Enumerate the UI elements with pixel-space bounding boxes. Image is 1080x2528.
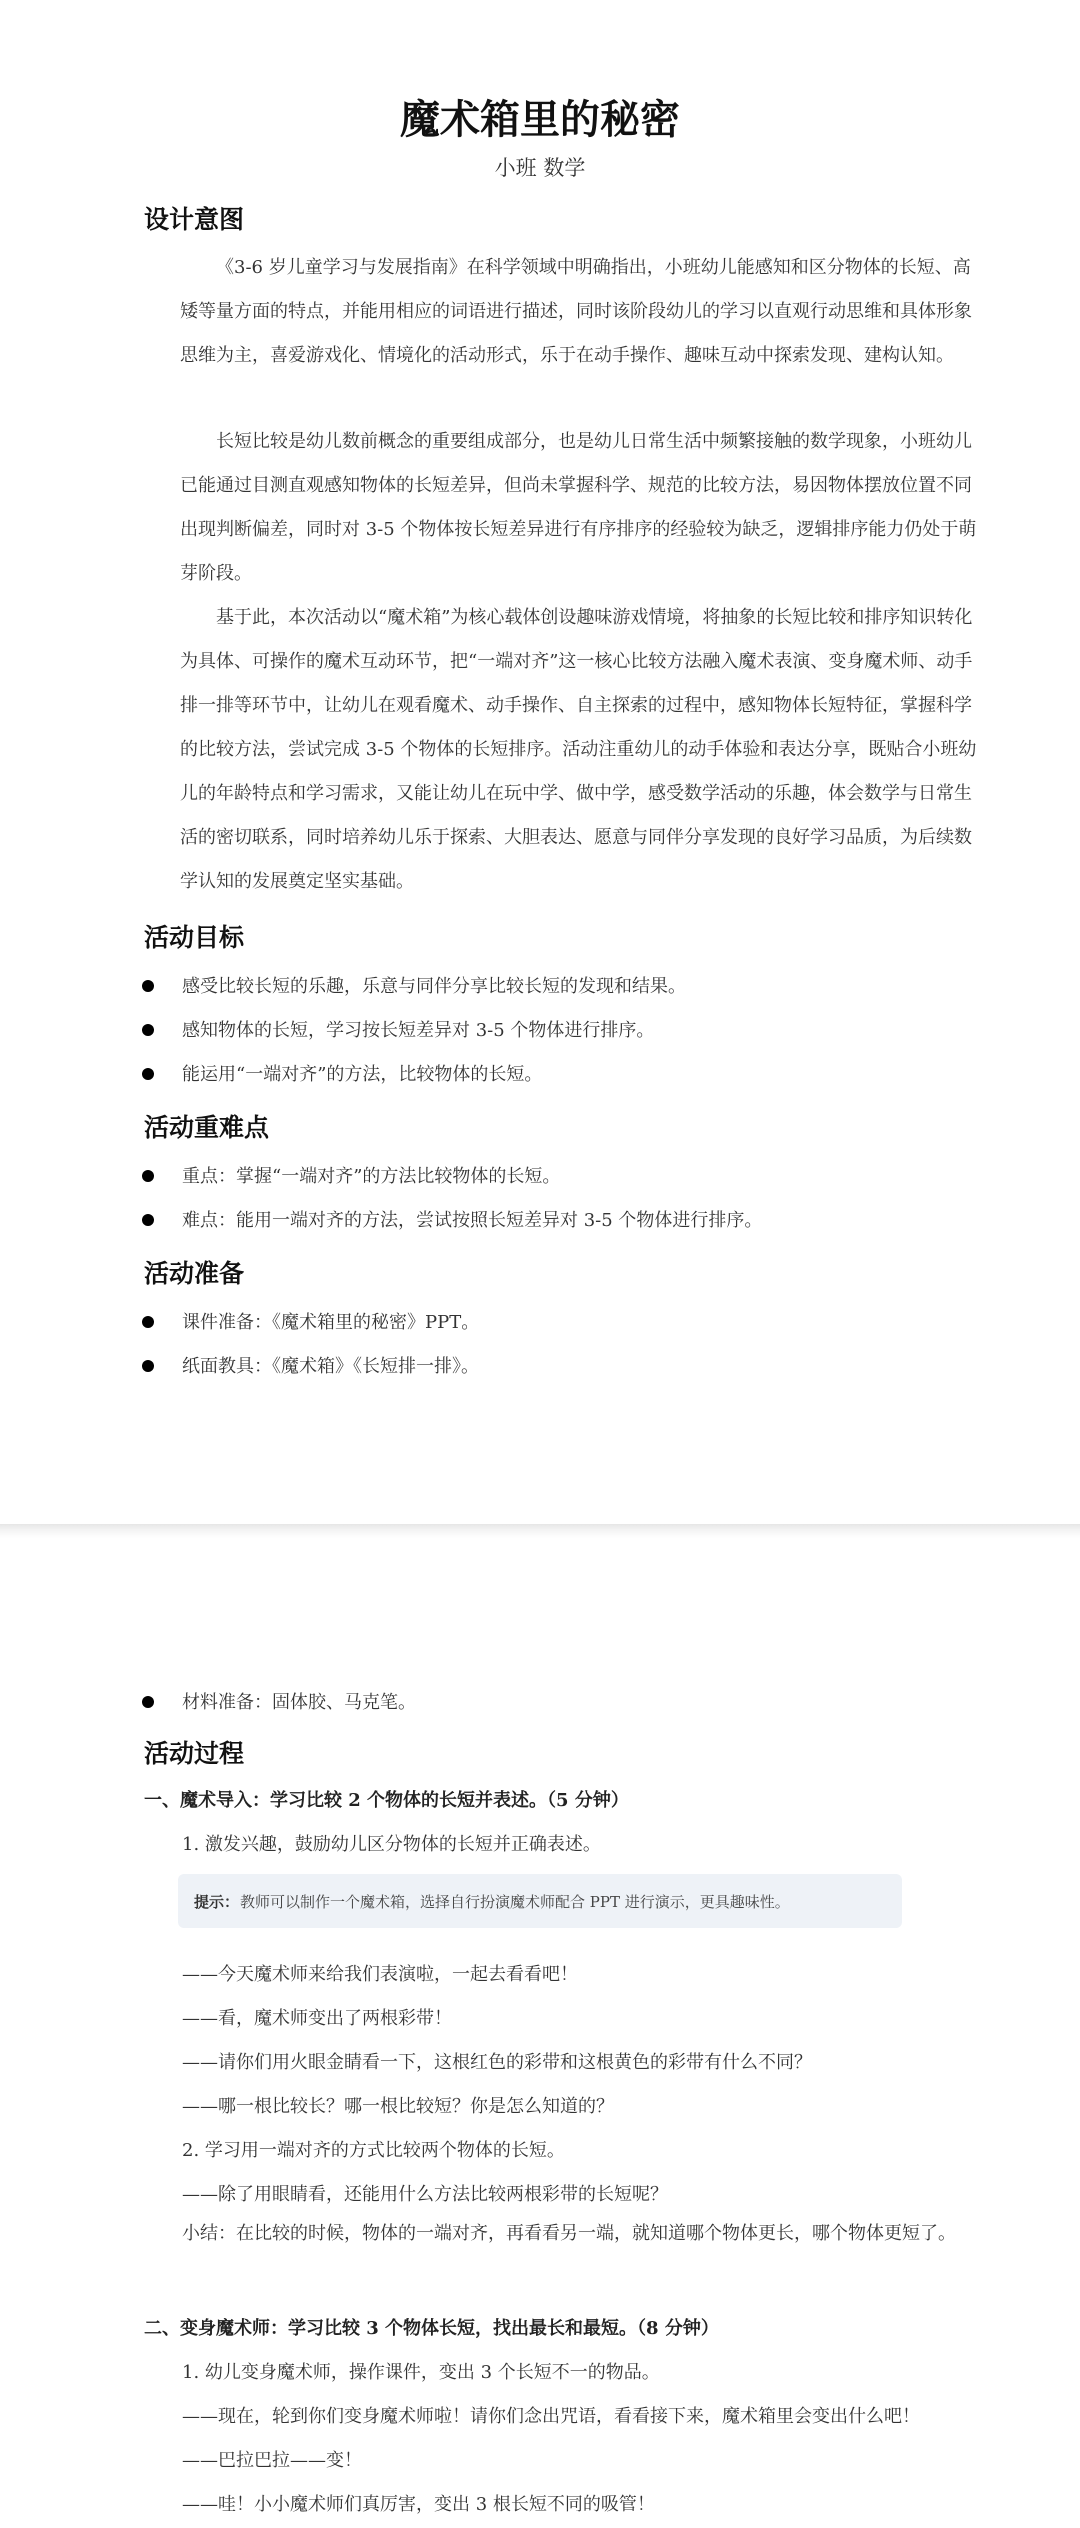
bullet-icon bbox=[142, 1316, 154, 1328]
page-separator bbox=[0, 1524, 1080, 1538]
section-1-step-2: 2. 学习用一端对齐的方式比较两个物体的长短。 bbox=[182, 2140, 565, 2161]
bullet-icon bbox=[142, 1170, 154, 1182]
section-1-summary: 小结：在比较的时候，物体的一端对齐，再看看另一端，就知道哪个物体更长，哪个物体更短了。 bbox=[182, 2223, 956, 2244]
dialogue-line: ——哇！小小魔术师们真厉害，变出 3 根长短不同的吸管！ bbox=[182, 2494, 655, 2515]
dialogue-line: ——请你们用火眼金睛看一下，这根红色的彩带和这根黄色的彩带有什么不同？ bbox=[182, 2052, 812, 2073]
page-subtitle: 小班 数学 bbox=[494, 156, 586, 180]
dialogue-line: ——看，魔术师变出了两根彩带！ bbox=[182, 2008, 452, 2029]
process-heading: 活动过程 bbox=[144, 1739, 245, 1768]
document-page-2: 材料准备：固体胶、马克笔。 活动过程 一、魔术导入：学习比较 2 个物体的长短并表述。（5 分钟） 1. 激发兴趣，鼓励幼儿区分物体的长短并正确表述。 提示： 教师可以制作一个魔术箱，选择自行扮演魔术师配合 PPT 进行演示，更具趣味性。 ——今天魔术师来给我们表演啦，一起去看看吧！ ——看，魔术师变出了两根彩带！ ——请你们用火眼金睛看一下，这根红色的彩带和这根黄色的彩带有什么不同？ ——哪一根比较长？哪一根比较短？你是怎么知道的？ 2. 学习用一端对齐的方式比较两个物体的长短。 ——除了用眼睛看，还能用什么方法比较两根彩带的长短呢？ 小结：在比较的时候，物体的一端对齐，再看看另一端，就知道哪个物体更长，哪个物体更短了。 二、变身魔术师：学习比较 3 个物体长短，找出最长和最短。（8 分钟） 1. 幼儿变身魔术师，操作课件，变出 3 个长短不一的物品。 ——现在，轮到你们变身魔术师啦！请你们念出咒语，看看接下来，魔术箱里会变出什么吧！ ——巴拉巴拉——变！ ——哇！小小魔术师们真厉害，变出 3 根长短不同的吸管！ bbox=[0, 1538, 1080, 2528]
bullet-icon bbox=[142, 1024, 154, 1036]
goals-heading: 活动目标 bbox=[144, 923, 245, 952]
section-1-step-1: 1. 激发兴趣，鼓励幼儿区分物体的长短并正确表述。 bbox=[182, 1834, 601, 1855]
bullet-icon bbox=[142, 1068, 154, 1080]
page-title: 魔术箱里的秘密 bbox=[400, 97, 680, 143]
dialogue-line: ——巴拉巴拉——变！ bbox=[182, 2450, 362, 2471]
dialogue-line: ——哪一根比较长？哪一根比较短？你是怎么知道的？ bbox=[182, 2096, 614, 2117]
tip-label: 提示： bbox=[194, 1893, 240, 1911]
tip-box bbox=[178, 1874, 902, 1928]
section-2-step-1: 1. 幼儿变身魔术师，操作课件，变出 3 个长短不一的物品。 bbox=[182, 2362, 660, 2383]
tip-text: 教师可以制作一个魔术箱，选择自行扮演魔术师配合 PPT 进行演示，更具趣味性。 bbox=[240, 1893, 790, 1911]
bullet-icon bbox=[142, 980, 154, 992]
section-1-heading: 一、魔术导入：学习比较 2 个物体的长短并表述。（5 分钟） bbox=[144, 1790, 629, 1811]
section-2-heading: 二、变身魔术师：学习比较 3 个物体长短，找出最长和最短。（8 分钟） bbox=[144, 2318, 719, 2339]
design-intent-paragraph-2: 长短比较是幼儿数前概念的重要组成部分，也是幼儿日常生活中频繁接触的数学现象，小班幼儿已能通过目测直观感知物体的长短差异，但尚未掌握科学、规范的比较方法，易因物体摆放位置不同出现判断偏差，同时对 3-5 个物体按长短差异进行有序排序的经验较为缺乏，逻辑排序能力仍处于萌芽阶段。 bbox=[180, 431, 977, 584]
dialogue-line: ——今天魔术师来给我们表演啦，一起去看看吧！ bbox=[182, 1964, 578, 1985]
dialogue-line: ——除了用眼睛看，还能用什么方法比较两根彩带的长短呢？ bbox=[182, 2184, 668, 2205]
bullet-icon bbox=[142, 1214, 154, 1226]
design-intent-paragraph-3: 基于此，本次活动以“魔术箱”为核心载体创设趣味游戏情境，将抽象的长短比较和排序知识转化为具体、可操作的魔术互动环节，把“一端对齐”这一核心比较方法融入魔术表演、变身魔术师、动手排一排等环节中，让幼儿在观看魔术、动手操作、自主探索的过程中，感知物体长短特征，掌握科学的比较方法，尝试完成 3-5 个物体的长短排序。活动注重幼儿的动手体验和表达分享，既贴合小班幼儿的年龄特点和学习需求，又能让幼儿在玩中学、做中学，感受数学活动的乐趣，体会数学与日常生活的密切联系，同时培养幼儿乐于探索、大胆表达、愿意与同伴分享发现的良好学习品质，为后续数学认知的发展奠定坚实基础。 bbox=[180, 607, 977, 892]
key-points-heading: 活动重难点 bbox=[144, 1113, 270, 1142]
design-intent-heading: 设计意图 bbox=[144, 205, 245, 234]
bullet-icon bbox=[142, 1696, 154, 1708]
document-page-1: 魔术箱里的秘密 小班 数学 设计意图 《3-6 岁儿童学习与发展指南》在科学领域中明确指出，小班幼儿能感知和区分物体的长短、高矮等量方面的特点，并能用相应的词语进行描述，同时该阶段幼儿的学习以直观行动思维和具体形象思维为主，喜爱游戏化、情境化的活动形式，乐于在动手操作、趣味互动中探索发现、建构认知。 长短比较是幼儿数前概念的重要组成部分，也是幼儿日常生活中频繁接触的数学现象，小班幼儿已能通过目测直观感知物体的长短差异，但尚未掌握科学、规范的比较方法，易因物体摆放位置不同出现判断偏差，同时对 3-5 个物体按长短差异进行有序排序的经验较为缺乏，逻辑排序能力仍处于萌芽阶段。 基于此，本次活动以“魔术箱”为核心载体创设趣味游戏情境，将抽象的长短比较和排序知识转化为具体、可操作的魔术互动环节，把“一端对齐”这一核心比较方法融入魔术表演、变身魔术师、动手排一排等环节中，让幼儿在观看魔术、动手操作、自主探索的过程中，感知物体长短特征，掌握科学的比较方法，尝试完成 3-5 个物体的长短排序。活动注重幼儿的动手体验和表达分享，既贴合小班幼儿的年龄特点和学习需求，又能让幼儿在玩中学、做中学，感受数学活动的乐趣，体会数学与日常生活的密切联系，同时培养幼儿乐于探索、大胆表达、愿意与同伴分享发现的良好学习品质，为后续数学认知的发展奠定坚实基础。 活动目标 感受比较长短的乐趣，乐意与同伴分享比较长短的发现和结果。 感知物体的长短，学习按长短差异对 3-5 个物体进行排序。 能运用“一端对齐”的方法，比较物体的长短。 活动重难点 重点：掌握“一端对齐”的方法比较物体的长短。 难点：能用一端对齐的方法，尝试按照长短差异对 3-5 个物体进行排序。 活动准备 课件准备：《魔术箱里的秘密》PPT。 纸面教具：《魔术箱》《长短排一排》。 bbox=[0, 0, 1080, 1524]
bullet-icon bbox=[142, 1360, 154, 1372]
dialogue-line: ——现在，轮到你们变身魔术师啦！请你们念出咒语，看看接下来，魔术箱里会变出什么吧！ bbox=[182, 2406, 920, 2427]
prep-heading: 活动准备 bbox=[144, 1259, 245, 1288]
design-intent-paragraph-1: 《3-6 岁儿童学习与发展指南》在科学领域中明确指出，小班幼儿能感知和区分物体的长短、高矮等量方面的特点，并能用相应的词语进行描述，同时该阶段幼儿的学习以直观行动思维和具体形象思维为主，喜爱游戏化、情境化的活动形式，乐于在动手操作、趣味互动中探索发现、建构认知。 bbox=[180, 257, 972, 366]
